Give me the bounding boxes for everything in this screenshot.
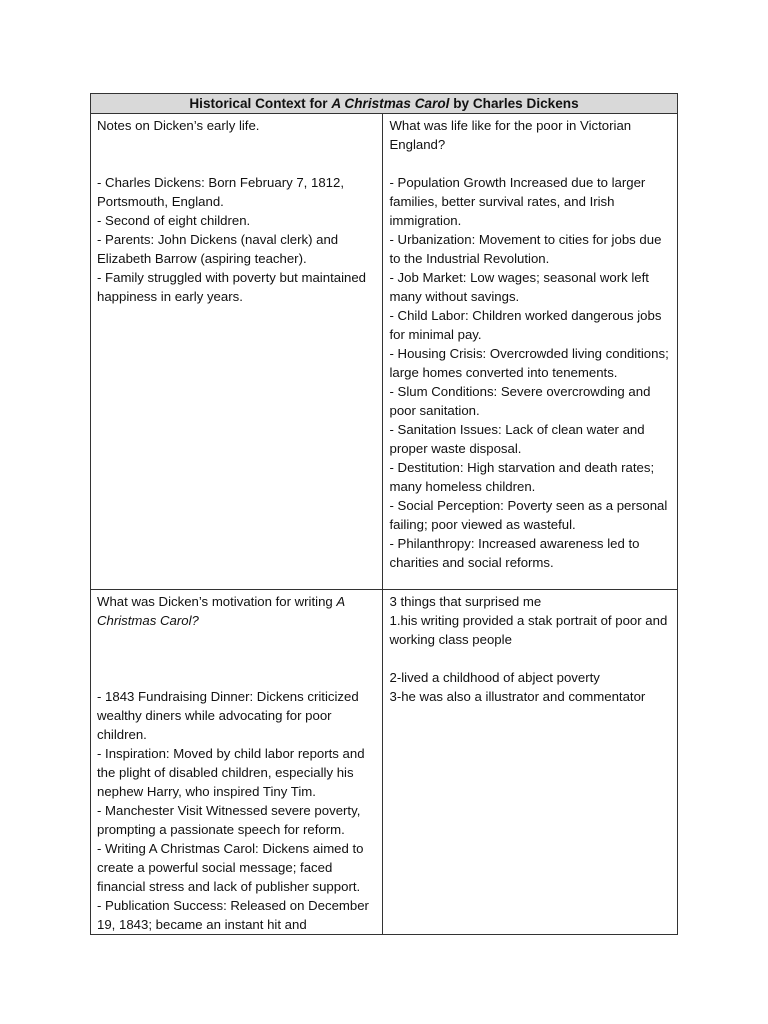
early-life-item: - Family struggled with poverty but maintained happiness in early years. <box>97 270 366 304</box>
poor-life-cell <box>383 114 678 590</box>
early-life-item: - Charles Dickens: Born February 7, 1812, Portsmouth, England. <box>97 175 345 209</box>
title-book: A Christmas Carol <box>331 96 450 111</box>
poor-life-item: - Sanitation Issues: Lack of clean water and proper waste disposal. <box>389 422 645 456</box>
historical-context-table <box>90 93 678 935</box>
poor-life-item: - Child Labor: Children worked dangerous jobs for minimal pay. <box>389 308 662 342</box>
motivation-item: - 1843 Fundraising Dinner: Dickens criticized wealthy diners while advocating for poor children. <box>97 689 359 742</box>
early-life-cell <box>91 114 383 590</box>
motivation-heading-text: What was Dicken’s motivation for writing <box>97 594 337 609</box>
surprise-item: 2-lived a childhood of abject poverty <box>389 670 600 685</box>
motivation-item: - Inspiration: Moved by child labor reports and the plight of disabled children, especially his nephew Harry, who inspired Tiny Tim. <box>97 746 365 799</box>
motivation-item: - Manchester Visit Witnessed severe poverty, prompting a passionate speech for reform. <box>97 803 361 837</box>
poor-life-item: - Social Perception: Poverty seen as a personal failing; poor viewed as wasteful. <box>389 498 668 532</box>
poor-life-heading: What was life like for the poor in Victorian England? <box>389 118 632 152</box>
early-life-heading: Notes on Dicken’s early life. <box>97 118 260 133</box>
motivation-cell <box>91 590 383 935</box>
poor-life-item: - Job Market: Low wages; seasonal work left many without savings. <box>389 270 649 304</box>
motivation-item: - Writing A Christmas Carol: Dickens aimed to create a powerful social message; faced financial stress and lack of publisher support. <box>97 841 364 894</box>
title-prefix: Historical Context for <box>189 96 332 111</box>
surprise-item: 3-he was also a illustrator and commentator <box>389 689 646 704</box>
table-title <box>91 94 678 114</box>
surprise-item: 1.his writing provided a stak portrait of poor and working class people <box>389 613 668 647</box>
early-life-item: - Second of eight children. <box>97 213 251 228</box>
motivation-item: - Publication Success: Released on December 19, 1843; became an instant hit and <box>97 898 369 932</box>
early-life-item: - Parents: John Dickens (naval clerk) and Elizabeth Barrow (aspiring teacher). <box>97 232 339 266</box>
motivation-heading-book: A Christmas Carol? <box>97 594 345 628</box>
poor-life-item: - Housing Crisis: Overcrowded living conditions; large homes converted into tenements. <box>389 346 669 380</box>
motivation-heading <box>97 592 376 630</box>
poor-life-item: - Slum Conditions: Severe overcrowding and poor sanitation. <box>389 384 651 418</box>
title-suffix: by Charles Dickens <box>449 96 579 111</box>
poor-life-item: - Philanthropy: Increased awareness led to charities and social reforms. <box>389 536 640 570</box>
poor-life-item: - Urbanization: Movement to cities for jobs due to the Industrial Revolution. <box>389 232 662 266</box>
surprises-heading: 3 things that surprised me <box>389 594 542 609</box>
poor-life-item: - Destitution: High starvation and death rates; many homeless children. <box>389 460 655 494</box>
surprises-cell <box>383 590 678 935</box>
poor-life-item: - Population Growth Increased due to larger families, better survival rates, and Irish immigration. <box>389 175 646 228</box>
